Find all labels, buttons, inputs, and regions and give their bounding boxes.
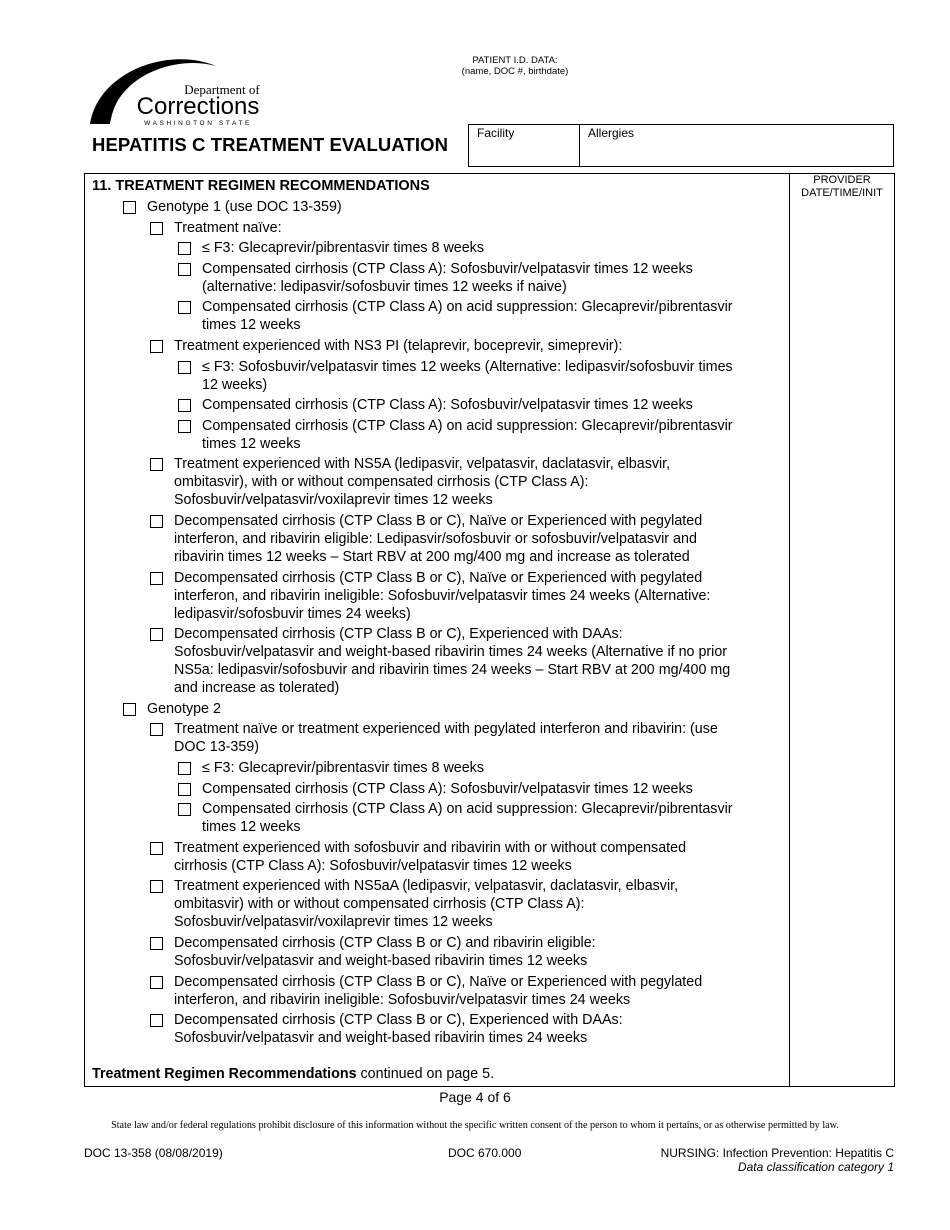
policy-number: DOC 670.000 [448, 1146, 522, 1160]
doc-logo [88, 52, 268, 128]
item-text-line: Compensated cirrhosis (CTP Class A) on acid suppression: Glecaprevir/pibrentasvir [202, 299, 733, 316]
item-text-line: interferon, and ribavirin ineligible: Sofosbuvir/velpatasvir times 24 weeks [174, 991, 631, 1008]
item-text-line: Genotype 1 (use DOC 13-359) [147, 199, 342, 215]
form-title: HEPATITIS C TREATMENT EVALUATION [92, 134, 449, 155]
item-text-line: ribavirin times 12 weeks – Start RBV at 200 mg/400 mg and increase as tolerated [174, 549, 690, 565]
item-text-line: Compensated cirrhosis (CTP Class A) on acid suppression: Glecaprevir/pibrentasvir [202, 801, 733, 818]
item-text-line: times 12 weeks [202, 819, 301, 836]
item-text-line: Decompensated cirrhosis (CTP Class B or C), Experienced with DAAs: [174, 626, 623, 643]
item-text-line: Sofosbuvir/velpatasvir/voxilaprevir times 12 weeks [174, 914, 493, 931]
checkbox[interactable] [178, 803, 191, 816]
doc-form-number: DOC 13-358 (08/08/2019) [84, 1146, 223, 1160]
checkbox[interactable] [178, 263, 191, 276]
checkbox[interactable] [150, 340, 163, 353]
item-text-line: Sofosbuvir/velpatasvir and weight-based ribavirin times 24 weeks (Alternative if no prior [174, 644, 728, 661]
logo-line2: Corrections [136, 93, 260, 120]
facility-allergies-box [468, 124, 894, 167]
item-text-line: interferon, and ribavirin eligible: Ledipasvir/sofosbuvir or sofosbuvir/velpatasvir and [174, 531, 697, 547]
page-number: Page 4 of 6 [439, 1089, 511, 1105]
logo-line3: WASHINGTON STATE [144, 120, 252, 127]
checkbox[interactable] [150, 458, 163, 471]
item-text-line: NS5a: ledipasvir/sofosbuvir and ribavirin times 24 weeks – Start RBV at 200 mg/400 mg [174, 662, 731, 679]
item-text-line: Decompensated cirrhosis (CTP Class B or C), Naïve or Experienced with pegylated [174, 973, 703, 990]
item-text-line: interferon, and ribavirin ineligible: Sofosbuvir/velpatasvir times 24 weeks (Alternative: [174, 587, 711, 604]
patient-id-label: PATIENT I.D. DATA: (name, DOC #, birthdate) [461, 55, 569, 77]
item-text-line: ≤ F3: Glecaprevir/pibrentasvir times 8 weeks [202, 760, 484, 776]
checkbox[interactable] [150, 842, 163, 855]
logo-line1: Department of [184, 82, 260, 97]
item-text-line: Compensated cirrhosis (CTP Class A): Sofosbuvir/velpatasvir times 12 weeks [202, 260, 693, 277]
item-text-line: Treatment naïve or treatment experienced with pegylated interferon and ribavirin: (use [174, 721, 718, 738]
facility-field[interactable]: Facility [477, 126, 515, 140]
item-text-line: Decompensated cirrhosis (CTP Class B or C), Experienced with DAAs: [174, 1012, 623, 1029]
item-text-line: times 12 weeks [202, 317, 301, 334]
checkbox[interactable] [178, 242, 191, 255]
item-text-line: Treatment experienced with sofosbuvir and ribavirin with or without compensated [174, 839, 687, 856]
checkbox[interactable] [150, 937, 163, 950]
checkbox[interactable] [178, 420, 191, 433]
item-text-line: Sofosbuvir/velpatasvir/voxilaprevir times 12 weeks [174, 492, 493, 509]
item-text-line: Compensated cirrhosis (CTP Class A) on acid suppression: Glecaprevir/pibrentasvir [202, 417, 733, 434]
item-text-line: ledipasvir/sofosbuvir times 24 weeks) [174, 605, 411, 622]
item-text-line: Compensated cirrhosis (CTP Class A): Sofosbuvir/velpatasvir times 12 weeks [202, 780, 693, 797]
checkbox[interactable] [178, 361, 191, 374]
checkbox[interactable] [150, 976, 163, 989]
allergies-field[interactable]: Allergies [588, 126, 635, 140]
item-text-line: ≤ F3: Sofosbuvir/velpatasvir times 12 weeks (Alternative: ledipasvir/sofosbuvir times [202, 358, 733, 375]
item-text-line: Treatment experienced with NS5aA (ledipasvir, velpatasvir, daclatasvir, elbasvir, [174, 878, 679, 895]
item-text-line: Treatment experienced with NS5A (ledipasvir, velpatasvir, daclatasvir, elbasvir, [174, 456, 671, 473]
item-text-line: Sofosbuvir/velpatasvir and weight-based ribavirin times 24 weeks [174, 1030, 588, 1047]
item-text-line: Treatment experienced with NS3 PI (telaprevir, boceprevir, simeprevir): [174, 338, 623, 354]
item-text-line: Compensated cirrhosis (CTP Class A): Sofosbuvir/velpatasvir times 12 weeks [202, 397, 693, 414]
facility-divider [579, 124, 580, 167]
section-title: 11. TREATMENT REGIMEN RECOMMENDATIONS [92, 178, 430, 194]
item-text-line: (alternative: ledipasvir/sofosbuvir times 12 weeks if naive) [202, 278, 567, 295]
checkbox[interactable] [123, 703, 136, 716]
continued-note: Treatment Regimen Recommendations continued on page 5. [92, 1066, 495, 1082]
checkbox[interactable] [150, 628, 163, 641]
checkbox[interactable] [150, 222, 163, 235]
provider-column-header: PROVIDER DATE/TIME/INIT [801, 174, 883, 199]
checkbox[interactable] [123, 201, 136, 214]
item-text-line: cirrhosis (CTP Class A): Sofosbuvir/velpatasvir times 12 weeks [174, 857, 572, 874]
item-text-line: Decompensated cirrhosis (CTP Class B or C), Naïve or Experienced with pegylated [174, 569, 703, 586]
item-text-line: Genotype 2 [147, 700, 221, 717]
item-text-line: 12 weeks) [202, 376, 268, 393]
checkbox[interactable] [178, 399, 191, 412]
item-text-line: Decompensated cirrhosis (CTP Class B or C), Naïve or Experienced with pegylated [174, 513, 703, 529]
checkbox[interactable] [150, 572, 163, 585]
item-text-line: DOC 13-359) [174, 739, 260, 756]
checkbox[interactable] [178, 762, 191, 775]
checkbox[interactable] [150, 1014, 163, 1027]
item-text-line: Sofosbuvir/velpatasvir and weight-based ribavirin times 12 weeks [174, 953, 588, 969]
privacy-notice: State law and/or federal regulations prohibit disclosure of this information without the specific written consent of the person to whom it pertains, or as otherwise permitted by law. [111, 1120, 839, 1131]
checkbox[interactable] [178, 301, 191, 314]
item-text-line: ombitasvir), with or without compensated cirrhosis (CTP Class A): [174, 474, 589, 491]
item-text-line: Treatment naïve: [174, 219, 282, 236]
checkbox[interactable] [150, 515, 163, 528]
item-text-line: ≤ F3: Glecaprevir/pibrentasvir times 8 weeks [202, 240, 484, 257]
checkbox[interactable] [150, 723, 163, 736]
footer-category: NURSING: Infection Prevention: Hepatitis C Data classification category 1 [660, 1146, 894, 1174]
item-text-line: Decompensated cirrhosis (CTP Class B or C) and ribavirin eligible: [174, 935, 596, 951]
provider-column-divider [789, 173, 790, 1087]
item-text-line: ombitasvir) with or without compensated cirrhosis (CTP Class A): [174, 896, 585, 913]
item-text-line: times 12 weeks [202, 435, 301, 452]
checkbox[interactable] [178, 783, 191, 796]
checkbox[interactable] [150, 880, 163, 893]
item-text-line: and increase as tolerated) [174, 680, 340, 697]
